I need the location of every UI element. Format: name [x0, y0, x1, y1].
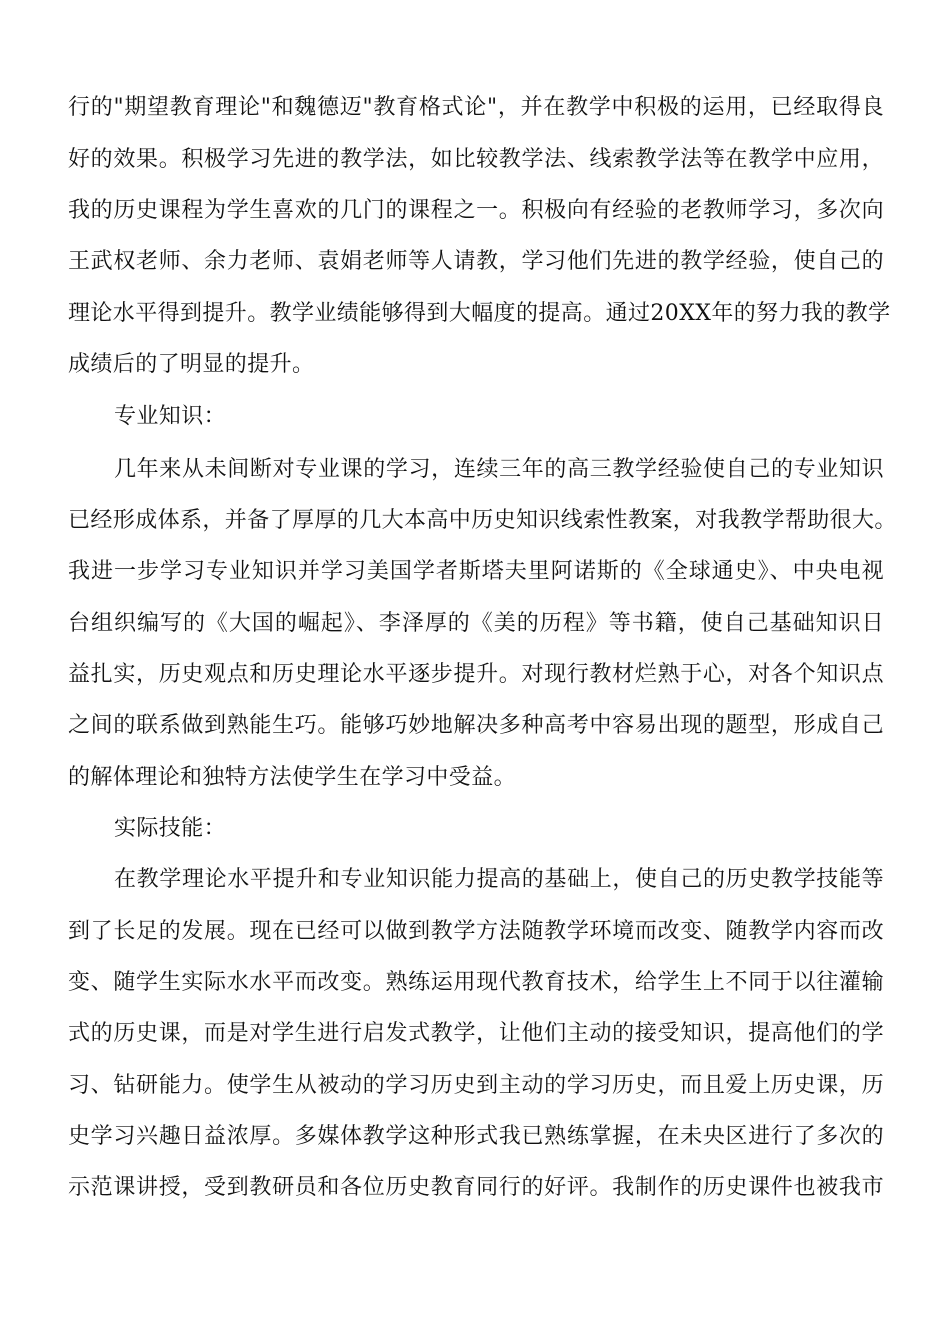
- text-line: 到了长足的发展。现在已经可以做到教学方法随教学环境而改变、随教学内容而改: [68, 919, 884, 944]
- text-line: 好的效果。积极学习先进的教学法，如比较教学法、线索教学法等在教学中应用，: [68, 147, 884, 172]
- text-line: 变、随学生实际水水平而改变。熟练运用现代教育技术，给学生上不同于以往灌输: [68, 970, 884, 995]
- text-line: 益扎实，历史观点和历史理论水平逐步提升。对现行教材烂熟于心，对各个知识点: [68, 662, 884, 687]
- text-line: 我进一步学习专业知识并学习美国学者斯塔夫里阿诺斯的《全球通史》、中央电视: [68, 559, 884, 584]
- text-line: 台组织编写的《大国的崛起》、李泽厚的《美的历程》等书籍，使自己基础知识日: [68, 611, 884, 636]
- text-line: 已经形成体系，并备了厚厚的几大本高中历史知识线索性教案，对我教学帮助很大。: [68, 508, 897, 533]
- text-line: 成绩后的了明显的提升。: [68, 352, 315, 377]
- text-line: 的解体理论和独特方法使学生在学习中受益。: [68, 765, 517, 790]
- text-line: 在教学理论水平提升和专业知识能力提高的基础上，使自己的历史教学技能等: [114, 867, 884, 892]
- section-heading: 专业知识：: [114, 404, 227, 429]
- text-line: 式的历史课，而是对学生进行启发式教学，让他们主动的接受知识，提高他们的学: [68, 1021, 884, 1046]
- text-line: 王武权老师、余力老师、袁娟老师等人请教，学习他们先进的教学经验，使自己的: [68, 249, 884, 274]
- text-line: 示范课讲授，受到教研员和各位历史教育同行的好评。我制作的历史课件也被我市: [68, 1175, 884, 1200]
- section-heading: 实际技能：: [114, 816, 227, 841]
- text-line: 行的"期望教育理论"和魏德迈"教育格式论"，并在教学中积极的运用，已经取得良: [68, 95, 884, 120]
- text-line: 几年来从未间断对专业课的学习，连续三年的高三教学经验使自己的专业知识: [114, 457, 884, 482]
- text-line: 习、钻研能力。使学生从被动的学习历史到主动的学习历史，而且爱上历史课，历: [68, 1073, 884, 1098]
- text-line: 理论水平得到提升。教学业绩能够得到大幅度的提高。通过20XX年的努力我的教学: [68, 301, 891, 326]
- text-line: 我的历史课程为学生喜欢的几门的课程之一。积极向有经验的老教师学习，多次向: [68, 198, 884, 223]
- text-line: 史学习兴趣日益浓厚。多媒体教学这种形式我已熟练掌握，在未央区进行了多次的: [68, 1124, 884, 1149]
- text-line: 之间的联系做到熟能生巧。能够巧妙地解决多种高考中容易出现的题型，形成自己: [68, 713, 884, 738]
